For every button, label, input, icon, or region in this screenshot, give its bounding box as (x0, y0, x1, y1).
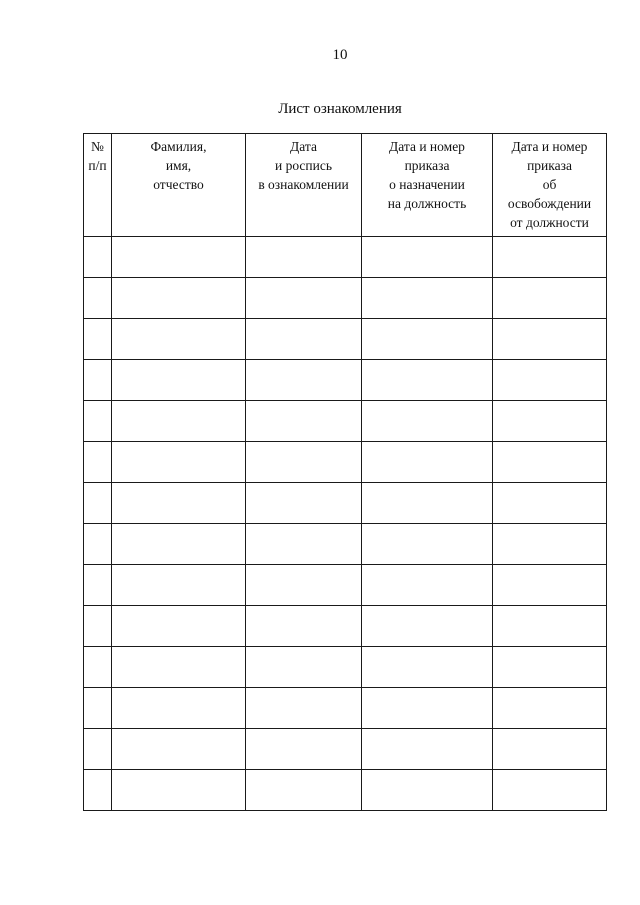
header-row (84, 134, 607, 237)
page-number: 10 (332, 47, 348, 63)
table-row (84, 319, 607, 360)
table-cell (246, 237, 362, 278)
table-cell (493, 278, 607, 319)
table-cell (84, 647, 112, 688)
table-cell (112, 483, 246, 524)
table-cell (112, 729, 246, 770)
table-cell (112, 647, 246, 688)
table-cell (84, 770, 112, 811)
header-line: освобождении (507, 196, 592, 211)
table-row (84, 278, 607, 319)
table-cell (493, 483, 607, 524)
header-line: на должность (387, 196, 467, 211)
table-row (84, 483, 607, 524)
table-cell (362, 770, 493, 811)
table-cell (246, 483, 362, 524)
header-line: от должности (510, 215, 589, 230)
table-cell (493, 524, 607, 565)
table-row (84, 442, 607, 483)
header-dismissal-order (493, 134, 607, 237)
header-line: п/п (88, 158, 107, 173)
header-appointment-order (362, 134, 493, 237)
table-cell (362, 647, 493, 688)
header-line: имя, (165, 158, 192, 173)
table-cell (112, 237, 246, 278)
table-cell (493, 442, 607, 483)
table-cell (362, 483, 493, 524)
table-cell (112, 319, 246, 360)
table-cell (246, 360, 362, 401)
table-row (84, 237, 607, 278)
table-cell (112, 606, 246, 647)
table-cell (493, 770, 607, 811)
table-cell (112, 524, 246, 565)
table-cell (246, 319, 362, 360)
table-cell (84, 606, 112, 647)
table-cell (112, 688, 246, 729)
table-cell (246, 565, 362, 606)
header-date-signature (246, 134, 362, 237)
table-cell (84, 319, 112, 360)
table-cell (493, 319, 607, 360)
table-cell (362, 729, 493, 770)
header-line: приказа (527, 158, 572, 173)
table-cell (84, 360, 112, 401)
table-cell (84, 401, 112, 442)
header-line: Дата и номер (511, 139, 588, 154)
table-cell (84, 688, 112, 729)
table-cell (493, 606, 607, 647)
table-cell (246, 688, 362, 729)
table-cell (493, 688, 607, 729)
table-cell (84, 237, 112, 278)
header-line: Дата и номер (389, 139, 465, 154)
table-row (84, 524, 607, 565)
table-cell (246, 770, 362, 811)
table-cell (362, 401, 493, 442)
table-cell (112, 360, 246, 401)
table-cell (84, 729, 112, 770)
table-cell (493, 729, 607, 770)
table-cell (84, 483, 112, 524)
header-line: отчество (153, 177, 204, 192)
table-header (84, 134, 607, 237)
table-cell (112, 442, 246, 483)
acquaintance-table (83, 133, 607, 811)
header-line: Дата (290, 139, 317, 154)
table-cell (246, 442, 362, 483)
table-cell (112, 770, 246, 811)
table-cell (246, 401, 362, 442)
table-cell (493, 647, 607, 688)
table-row (84, 770, 607, 811)
table-row (84, 401, 607, 442)
table-row (84, 688, 607, 729)
table-cell (246, 524, 362, 565)
table-cell (493, 237, 607, 278)
table-cell (362, 688, 493, 729)
header-number (84, 134, 112, 237)
table-row (84, 647, 607, 688)
table-cell (84, 278, 112, 319)
table-row (84, 606, 607, 647)
table-cell (84, 565, 112, 606)
header-line: № (91, 139, 104, 154)
table-cell (246, 278, 362, 319)
table-row (84, 565, 607, 606)
header-line: в ознакомлении (258, 177, 349, 192)
table-cell (112, 278, 246, 319)
table-cell (362, 524, 493, 565)
table-cell (246, 606, 362, 647)
table-cell (112, 401, 246, 442)
table-cell (362, 237, 493, 278)
header-full-name (112, 134, 246, 237)
table-cell (362, 319, 493, 360)
header-line: об (542, 177, 557, 192)
table-cell (362, 606, 493, 647)
table-cell (246, 729, 362, 770)
table-cell (112, 565, 246, 606)
table-cell (493, 360, 607, 401)
header-line: о назначении (389, 177, 465, 192)
table-cell (84, 442, 112, 483)
header-line: приказа (404, 158, 450, 173)
table-cell (362, 278, 493, 319)
table-cell (362, 565, 493, 606)
table-row (84, 360, 607, 401)
table-cell (493, 401, 607, 442)
table-body (84, 237, 607, 811)
table-cell (362, 442, 493, 483)
table-cell (493, 565, 607, 606)
header-line: Фамилия, (150, 139, 207, 154)
document-title: Лист ознакомления (278, 101, 402, 117)
table-row (84, 729, 607, 770)
table-cell (84, 524, 112, 565)
header-line: и роспись (274, 158, 333, 173)
table-cell (246, 647, 362, 688)
table-cell (362, 360, 493, 401)
